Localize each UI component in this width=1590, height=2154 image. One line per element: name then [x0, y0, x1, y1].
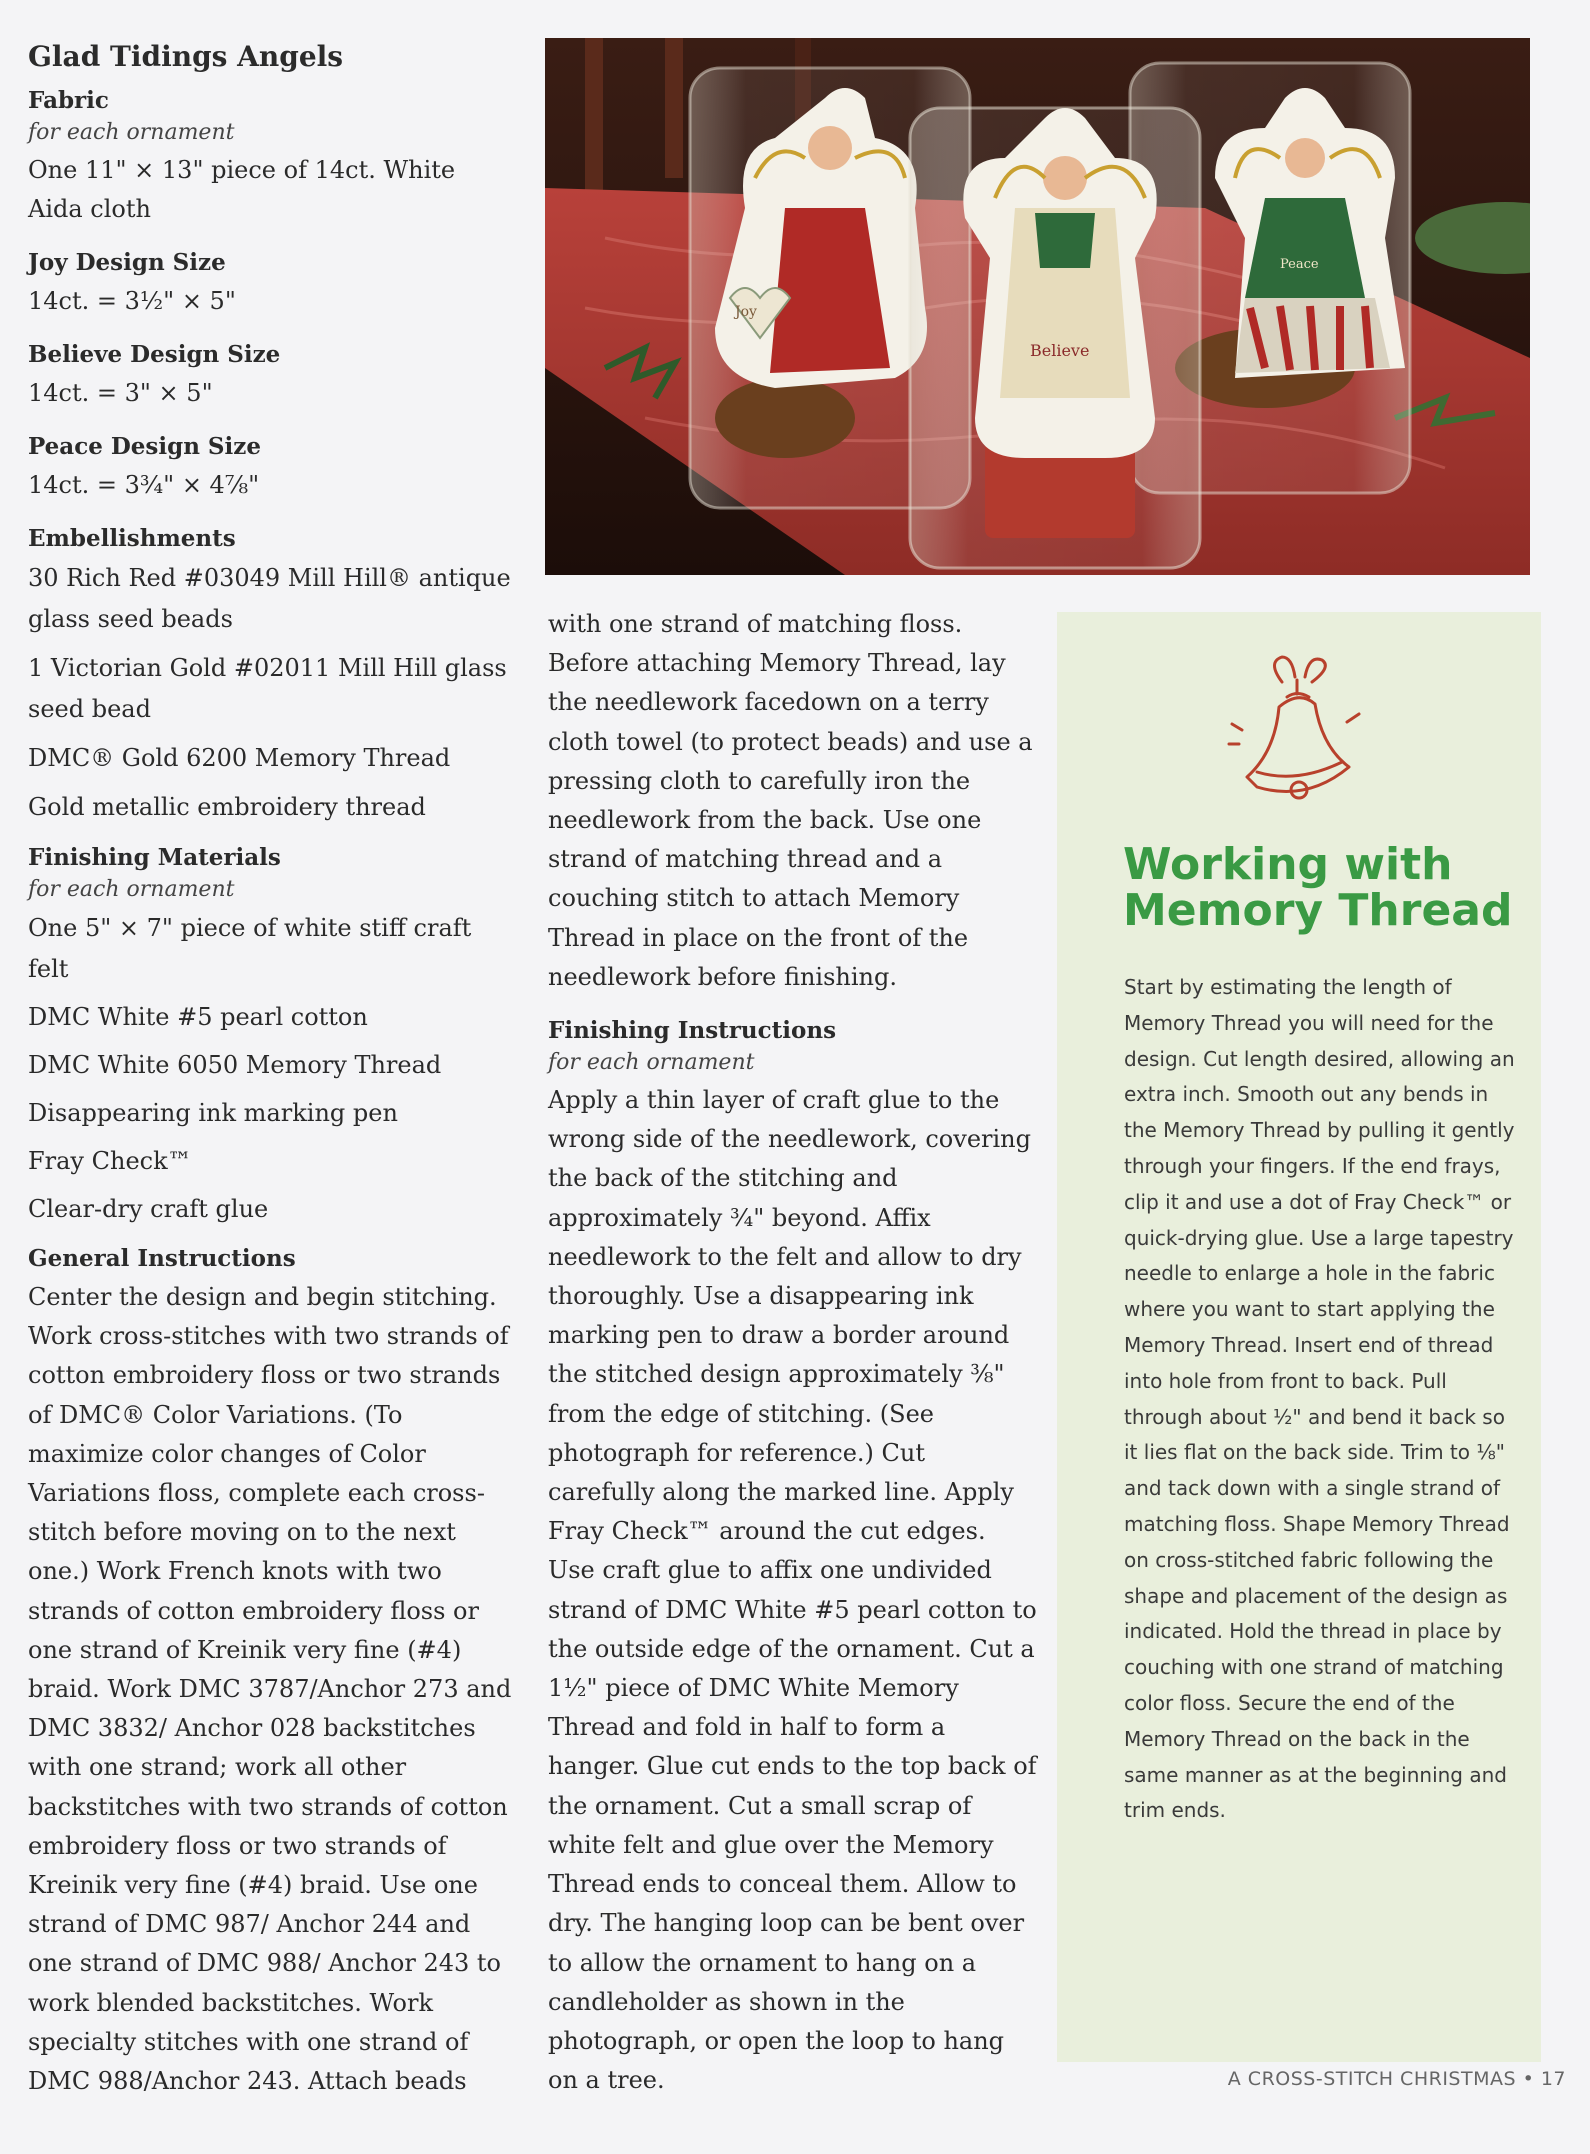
fabric-line: Aida cloth — [28, 195, 151, 223]
embellishment-item: 30 Rich Red #03049 Mill Hill® antique glass seed beads — [28, 564, 511, 633]
finishing-material-item: One 5" × 7" piece of white stiff craft felt — [28, 914, 472, 983]
embellishments-section — [28, 525, 518, 828]
embellishments-heading: Embellishments — [28, 525, 236, 552]
bell-icon — [1227, 652, 1367, 822]
general-instructions-heading: General Instructions — [28, 1245, 296, 1272]
fabric-line: One 11" × 13" piece of 14ct. White — [28, 156, 456, 184]
finishing-materials-section — [28, 844, 518, 1230]
finishing-instructions-subheading: for each ornament — [548, 1050, 755, 1076]
joy-size-value: 14ct. = 3½" × 5" — [28, 287, 236, 315]
finishing-material-item: Disappearing ink marking pen — [28, 1099, 398, 1127]
embellishment-item: 1 Victorian Gold #02011 Mill Hill glass seed bead — [28, 654, 507, 723]
page-title: Glad Tidings Angels — [28, 40, 344, 73]
joy-ornament-label: Joy — [735, 304, 757, 320]
finishing-material-item: Fray Check™ — [28, 1147, 192, 1175]
continued-instructions-text: with one strand of matching floss. Before attaching Memory Thread, lay the needlework facedown on a terry cloth towel (to protect beads) and use a pressing cloth to carefully iron the needlework from the back. Use one strand of matching thread and a couching stitch to attach Memory Thread in place on the front of the needlework before finishing. — [548, 610, 1033, 991]
finishing-material-item: Clear-dry craft glue — [28, 1195, 269, 1223]
peace-size-heading: Peace Design Size — [28, 433, 261, 460]
finishing-instructions-heading: Finishing Instructions — [548, 1017, 837, 1045]
peace-size-section — [28, 433, 518, 505]
middle-column — [548, 605, 1038, 2100]
finishing-material-item: DMC White 6050 Memory Thread — [28, 1051, 442, 1079]
fabric-subheading: for each ornament — [28, 120, 235, 145]
finishing-material-item: DMC White #5 pearl cotton — [28, 1003, 368, 1031]
finishing-materials-subheading: for each ornament — [28, 877, 235, 902]
fabric-heading: Fabric — [28, 87, 109, 114]
general-instructions-text: Center the design and begin stitching. Work cross-stitches with two strands of cotton embroidery floss or two strands of DMC® Color Variations. (To maximize color changes of Color Variations floss, complete each cross-stitch before moving on to the next one.) Work French knots with two strands of cotton embroidery floss or one strand of Kreinik very fine (#4) braid. Work DMC 3787/Anchor 273 and DMC 3832/ Anchor 028 backstitches with one strand; work all other backstitches with two strands of cotton embroidery floss or two strands of Kreinik very fine (#4) braid. Use one strand of DMC 987/ Anchor 244 and one strand of DMC 988/ Anchor 243 to work blended backstitches. Work specialty stitches with one strand of DMC 988/Anchor 243. Attach beads — [28, 1283, 512, 2096]
joy-size-heading: Joy Design Size — [28, 249, 226, 276]
general-instructions-section — [28, 1245, 518, 2101]
left-column — [28, 40, 518, 2101]
believe-size-value: 14ct. = 3" × 5" — [28, 379, 213, 407]
memory-thread-sidebar — [1057, 612, 1541, 2062]
finishing-instructions-text: Apply a thin layer of craft glue to the wrong side of the needlework, covering the back of the stitching and approximately ¾" beyond. Affix needlework to the felt and allow to dry thoroughly. Use a disappearing ink marking pen to draw a border around the stitched design approximately ⅜" from the edge of stitching. (See photograph for reference.) Cut carefully along the marked line. Apply Fray Check™ around the cut edges. Use craft glue to affix one undivided strand of DMC White #5 pearl cotton to the outside edge of the ornament. Cut a 1½" piece of DMC White Memory Thread and fold in half to form a hanger. Glue cut ends to the top back of the ornament. Cut a small scrap of white felt and glue over the Memory Thread ends to conceal them. Allow to dry. The hanging loop can be bent over to allow the ornament to hang on a candleholder as shown in the photograph, or open the loop to hang on a tree. — [548, 1086, 1037, 2095]
embellishment-item: DMC® Gold 6200 Memory Thread — [28, 744, 451, 772]
believe-ornament — [963, 108, 1156, 458]
photo-illustration — [545, 38, 1530, 575]
sidebar-title: Working with Memory Thread — [1123, 839, 1513, 936]
fabric-section — [28, 87, 518, 229]
believe-size-heading: Believe Design Size — [28, 341, 281, 368]
peace-ornament-label: Peace — [1280, 257, 1319, 272]
embellishment-item: Gold metallic embroidery thread — [28, 793, 426, 821]
finishing-materials-heading: Finishing Materials — [28, 844, 281, 871]
page-footer: A CROSS-STITCH CHRISTMAS • 17 — [1227, 2068, 1566, 2090]
believe-size-section — [28, 341, 518, 413]
peace-size-value: 14ct. = 3¾" × 4⅞" — [28, 471, 260, 499]
angel-ornaments-photo — [545, 38, 1530, 575]
believe-ornament-label: Believe — [1030, 341, 1090, 360]
sidebar-text: Start by estimating the length of Memory Thread you will need for the design. Cut length desired, allowing an extra inch. Smooth out any bends in the Memory Thread by pulling it gently through your fingers. If the end frays, clip it and use a dot of Fray Check™ or quick-drying glue. Use a large tapestry needle to enlarge a hole in the fabric where you want to start applying the Memory Thread. Insert end of thread into hole from front to back. Pull through about ½" and bend it back so it lies flat on the back side. Trim to ⅛" and tack down with a single strand of matching floss. Shape Memory Thread on cross-stitched fabric following the shape and placement of the design as indicated. Hold the thread in place by couching with one strand of matching color floss. Secure the end of the Memory Thread on the back in the same manner as at the beginning and trim ends. — [1124, 975, 1515, 1823]
joy-size-section — [28, 249, 518, 321]
